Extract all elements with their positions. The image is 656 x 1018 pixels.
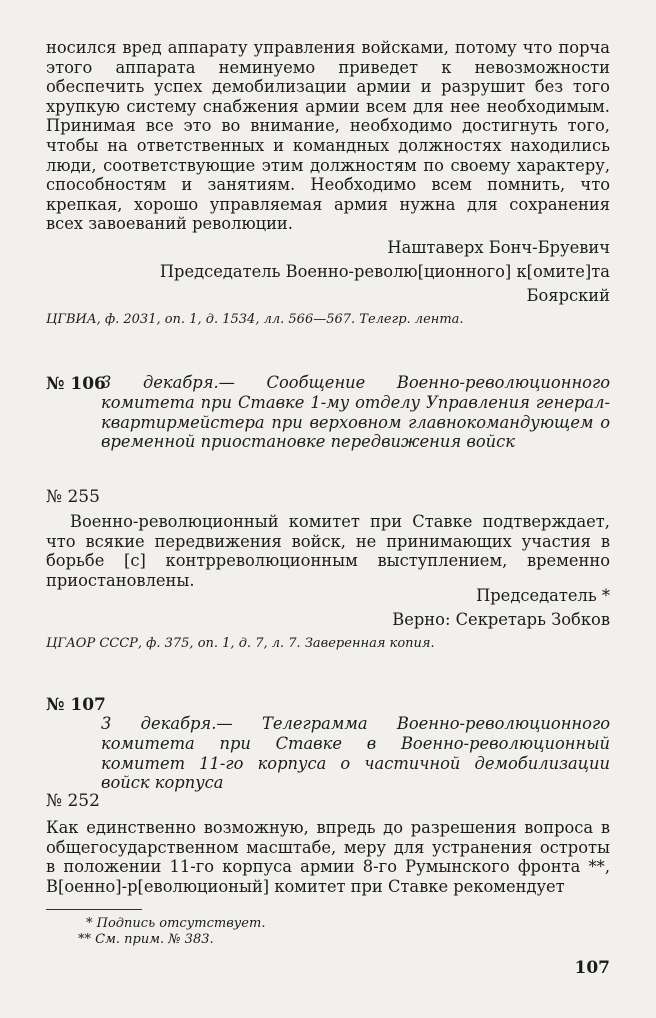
doc106-archive-source: ЦГАОР СССР, ф. 375, оп. 1, д. 7, л. 7. Заверенная копия. (46, 636, 435, 651)
doc106-text-block (46, 512, 610, 590)
doc106-body-text: Военно-революционный комитет при Ставке подтверждает, что всякие передвижения войск, не принимающих участия в борьбе [с] контрреволюционным выступлением, временно приостановлены. (46, 512, 610, 590)
page-number: 107 (574, 958, 610, 978)
footnote-divider (46, 909, 142, 910)
doc107-title: 3 декабря.— Телеграмма Военно-революционного комитета при Ставке в Военно-революционный комитет 11-го корпуса о частичной демобилизации войск корпуса (101, 714, 610, 793)
doc106-title: 3 декабря.— Сообщение Военно-революционного комитета при Ставке 1-му отделу Управления генерал-квартирмейстера при верховном главнокомандующем о временной приостановке передвижения войск (101, 373, 610, 452)
doc107-text-block (46, 818, 610, 896)
doc106-ref-number: № 255 (46, 487, 100, 507)
footnote-2 (78, 932, 214, 948)
doc107-ref-number: № 252 (46, 791, 100, 811)
footnote-1-mark: * (86, 916, 93, 931)
doc106-signature-chairman: Председатель * (476, 586, 610, 605)
doc105-archive-source: ЦГВИА, ф. 2031, оп. 1, д. 1534, лл. 566—567. Телегр. лента. (46, 312, 464, 327)
doc105-text-block (46, 38, 610, 234)
doc106-signature-secretary: Верно: Секретарь Зобков (392, 610, 610, 629)
doc105-signature-chairman: Председатель Военно-револю[ционного] к[омите]та (159, 262, 610, 281)
footnote-2-mark: ** (78, 932, 91, 947)
footnote-1-text: Подпись отсутствует. (96, 916, 266, 931)
doc105-signature-name: Боярский (526, 286, 610, 305)
doc106-number: № 106 (46, 374, 106, 394)
doc107-number: № 107 (46, 695, 106, 715)
doc107-body-text: Как единственно возможную, впредь до разрешения вопроса в общегосударственном масштабе, меру для устранения остроты в положении 11-го корпуса армии 8-го Румынского фронта **, В[оенно]-р[еволюционый] комитет при Ставке рекомендует (46, 818, 610, 896)
footnote-2-text: См. прим. № 383. (95, 932, 214, 947)
doc105-signature-nashtaverkh: Наштаверх Бонч-Бруевич (387, 238, 610, 257)
footnote-1 (86, 916, 265, 932)
doc105-body-text: носился вред аппарату управления войсками, потому что порча этого аппарата неминуемо приведет к невозможности обеспечить успех демобилизации армии и разрушит без того хрупкую систему снабжения армии всем для нее необходимым. Принимая все это во внимание, необходимо достигнуть того, чтобы на ответственных и командных должностях находились люди, соответствующие этим должностям по своему характеру, способностям и занятиям. Необходимо всем помнить, что крепкая, хорошо управляемая армия нужна для сохранения всех завоеваний революции. (46, 38, 610, 234)
